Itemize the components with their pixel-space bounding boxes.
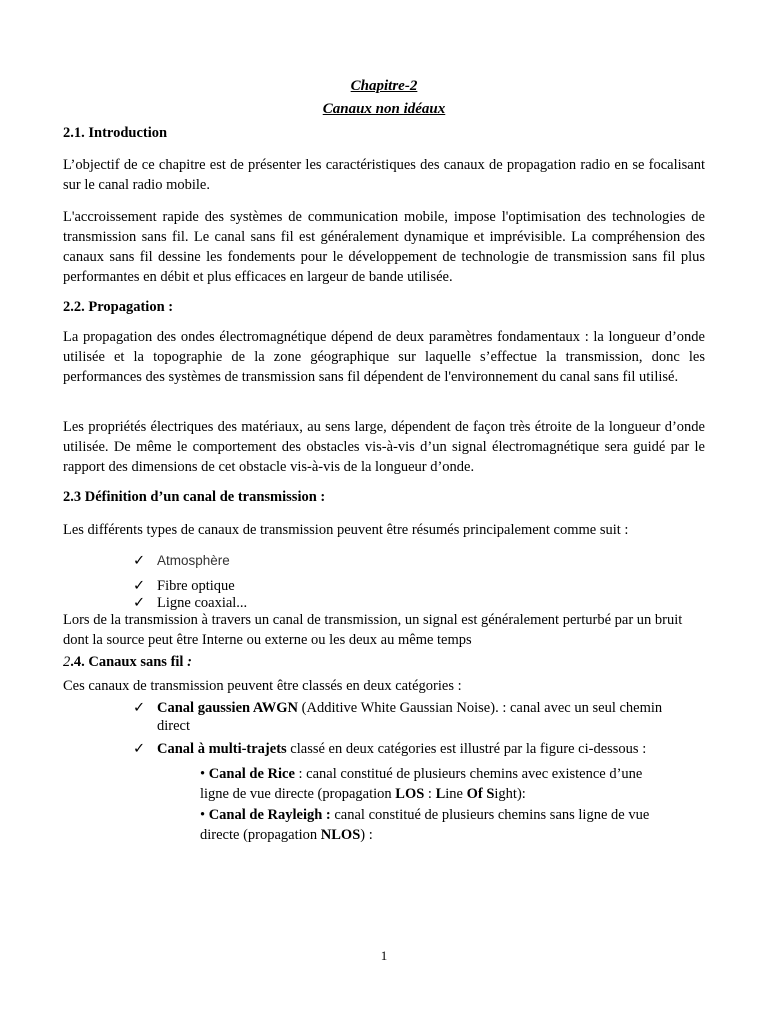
page-number: 1 — [380, 948, 388, 963]
list-item-label: Ligne coaxial... — [157, 595, 248, 611]
check-icon: ✓ — [133, 578, 146, 594]
bullet-rice: • Canal de Rice : canal constitué de plusieurs chemins avec existence d’une ligne de vue directe (propagation LOS : Line Of Sight): — [200, 766, 643, 802]
intro-paragraph-1: L’objectif de ce chapitre est de présenter les caractéristiques des canaux de propagation radio en se focalisant sur le canal radio mobile. — [63, 157, 705, 193]
list-item-awgn-continuation: direct — [157, 718, 191, 734]
section-heading-intro: 2.1. Introduction — [63, 125, 168, 141]
check-icon: ✓ — [133, 741, 146, 757]
check-icon: ✓ — [133, 700, 146, 716]
list-item-multipath: ✓ Canal à multi-trajets classé en deux catégories est illustré par la figure ci-dessous : — [133, 741, 647, 757]
wireless-intro: Ces canaux de transmission peuvent être classés en deux catégories : — [63, 678, 462, 694]
chapter-title: Canaux non idéaux — [322, 101, 446, 117]
check-icon: ✓ — [133, 553, 146, 569]
section-heading-propagation: 2.2. Propagation : — [63, 299, 174, 315]
section-heading-definition: 2.3 Définition d’un canal de transmission : — [63, 489, 326, 505]
list-item — [133, 551, 230, 571]
list-item-awgn: ✓ Canal gaussien AWGN (Additive White Gaussian Noise). : canal avec un seul chemin — [133, 700, 663, 716]
chapter-number: Chapitre-2 — [350, 78, 418, 94]
propagation-paragraph-1: La propagation des ondes électromagnétique dépend de deux paramètres fondamentaux : la longueur d’onde utilisée et la topographie de la zone géographique sur laquelle s’effectue la transmission, donc les performances des systèmes de transmission sans fil dépendent de l'environnement du canal sans fil utilisé. — [63, 329, 705, 385]
section-heading-wireless: 2.4. Canaux sans fil : — [63, 654, 192, 670]
intro-paragraph-2: L'accroissement rapide des systèmes de communication mobile, impose l'optimisation des technologies de transmission sans fil. Le canal sans fil est généralement dynamique et imprévisible. La compréhension des canaux sans fil dessine les fondements pour le développement de technologie de transmission sans fil plus performantes en débit et plus efficaces en largeur de bande utilisée. — [63, 209, 705, 285]
list-item-label: Atmosphère — [157, 553, 230, 568]
list-item-label: Fibre optique — [157, 578, 235, 594]
definition-after-paragraph: Lors de la transmission à travers un canal de transmission, un signal est généralement perturbé par un bruit dont la source peut être Interne ou externe ou les deux au même temps — [63, 612, 683, 648]
propagation-paragraph-2: Les propriétés électriques des matériaux, au sens large, dépendent de façon très étroite de la longueur d’onde utilisée. De même le comportement des obstacles vis-à-vis d’un signal électromagnétique sera guidé par le rapport des dimensions de cet obstacle vis-à-vis de la longueur d’onde. — [63, 419, 705, 475]
definition-intro: Les différents types de canaux de transmission peuvent être résumés principalement comme suit : — [63, 522, 629, 538]
bullet-rayleigh: • Canal de Rayleigh : canal constitué de plusieurs chemins sans ligne de vue directe (propagation NLOS) : — [200, 807, 650, 843]
check-icon: ✓ — [133, 595, 146, 611]
